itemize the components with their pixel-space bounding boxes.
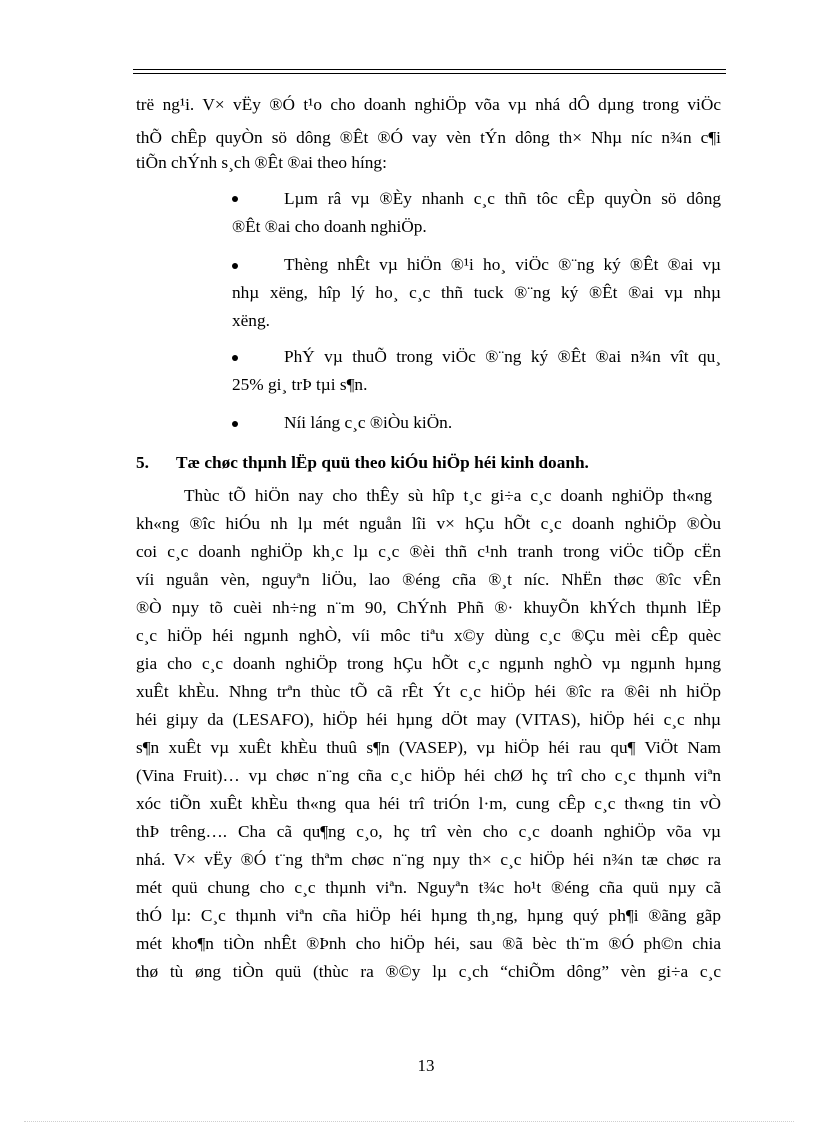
body-line: nhá. V× vËy ®Ó t¨ng thªm chøc n¨ng nµy th× c¸c hiÖp héi n¾n tæ chøc ra — [136, 850, 721, 869]
bullet-text: Níi láng c¸c ®iÒu kiÖn. — [284, 413, 453, 432]
body-line: c¸c hiÖp héi ngµnh nghÒ, víi môc tiªu x©y dùng c¸c ®Çu mèi cÊp quèc — [136, 626, 721, 645]
section-title: Tæ chøc thµnh lËp quü theo kiÓu hiÖp héi kinh doanh. — [176, 453, 589, 472]
intro-line: trë ng¹i. V× vËy ®Ó t¹o cho doanh nghiÖp võa vµ nhá dÔ dµng trong viÖc — [136, 95, 721, 114]
bullet-icon — [232, 355, 238, 361]
body-line: xóc tiÕn xuÊt khÈu th«ng qua héi trî triÓn l·m, cung cÊp c¸c th«ng tin vÒ — [136, 794, 721, 813]
bullet-text: Thèng nhÊt vµ hiÖn ®¹i ho¸ viÖc ®¨ng ký ®Êt ®ai vµ — [284, 255, 721, 274]
body-line: gia cho c¸c doanh nghiÖp trong hÇu hÕt c¸c ngµnh nghÒ vµ ngµnh hµng — [136, 654, 721, 673]
bullet-icon — [232, 196, 238, 202]
body-line: víi nguån vèn, nguyªn liÖu, lao ®éng cña ®¸t níc. NhËn thøc ®îc vÊn — [136, 570, 721, 589]
body-line: thÓ lµ: C¸c thµnh viªn cña hiÖp héi hµng th¸ng, hµng quý ph¶i ®ãng gãp — [136, 906, 721, 925]
body-line: thø tù øng tiÒn quü (thùc ra ®©y lµ c¸ch “chiÕm dông” vèn gi÷a c¸c — [136, 962, 721, 981]
body-line: mét quü chung cho c¸c thµnh viªn. Nguyªn t¾c ho¹t ®éng cña quü nµy cã — [136, 878, 721, 897]
header-rule-bottom — [133, 73, 726, 74]
bullet-text: nhµ xëng, hîp lý ho¸ c¸c thñ tuck ®¨ng ký ®Êt ®ai vµ nhµ — [232, 283, 721, 302]
body-line: Thùc tÕ hiÖn nay cho thÊy sù hîp t¸c gi÷a c¸c doanh nghiÖp th«ng — [184, 486, 712, 505]
header-rule-top — [133, 69, 726, 70]
intro-line: tiÕn chÝnh s¸ch ®Êt ®ai theo híng: — [136, 153, 387, 172]
body-line: mét kho¶n tiÒn nhÊt ®Þnh cho hiÖp héi, sau ®ã bèc th¨m ®Ó ph©n chia — [136, 934, 721, 953]
bullet-text: PhÝ vµ thuÕ trong viÖc ®¨ng ký ®Êt ®ai n¾n vît qu¸ — [284, 347, 721, 366]
body-line: kh«ng ®îc hiÓu nh lµ mét nguån lîi v× hÇu hÕt c¸c doanh nghiÖp ®Òu — [136, 514, 721, 533]
bullet-icon — [232, 421, 238, 427]
body-line: thÞ trêng…. Cha cã qu¶ng c¸o, hç trî vèn cho c¸c doanh nghiÖp võa vµ — [136, 822, 721, 841]
page-number: 13 — [417, 1056, 435, 1075]
body-line: xuÊt khÈu. Nhng trªn thùc tÕ cã rÊt Ýt c¸c hiÖp héi ®îc ra ®êi nh hiÖp — [136, 682, 721, 701]
bullet-icon — [232, 263, 238, 269]
intro-line: thÕ chÊp quyÒn sö dông ®Êt ®Ó vay vèn tÝn dông th× Nhµ níc n¾n c¶i — [136, 128, 721, 147]
bullet-text: Lµm râ vµ ®Èy nhanh c¸c thñ tôc cÊp quyÒn sö dông — [284, 189, 721, 208]
section-number: 5. — [136, 453, 149, 472]
body-line: s¶n xuÊt vµ xuÊt khÈu thuû s¶n (VASEP), vµ hiÖp héi rau qu¶ ViÖt Nam — [136, 738, 721, 757]
body-line: héi giµy da (LESAFO), hiÖp héi hµng dÖt may (VITAS), hiÖp héi c¸c nhµ — [136, 710, 721, 729]
bullet-text: 25% gi¸ trÞ tµi s¶n. — [232, 375, 368, 394]
bullet-text: ®Êt ®ai cho doanh nghiÖp. — [232, 217, 427, 236]
page-bottom-dotted-border — [24, 1121, 794, 1122]
bullet-text: xëng. — [232, 311, 270, 330]
body-line: coi c¸c doanh nghiÖp kh¸c lµ c¸c ®èi thñ c¹nh tranh trong viÖc tiÕp cËn — [136, 542, 721, 561]
body-line: ®Ò nµy tõ cuèi nh÷ng n¨m 90, ChÝnh Phñ ®· khuyÕn khÝch thµnh lËp — [136, 598, 721, 617]
body-line: (Vina Fruit)… vµ chøc n¨ng cña c¸c hiÖp héi chØ hç trî cho c¸c thµnh viªn — [136, 766, 721, 785]
